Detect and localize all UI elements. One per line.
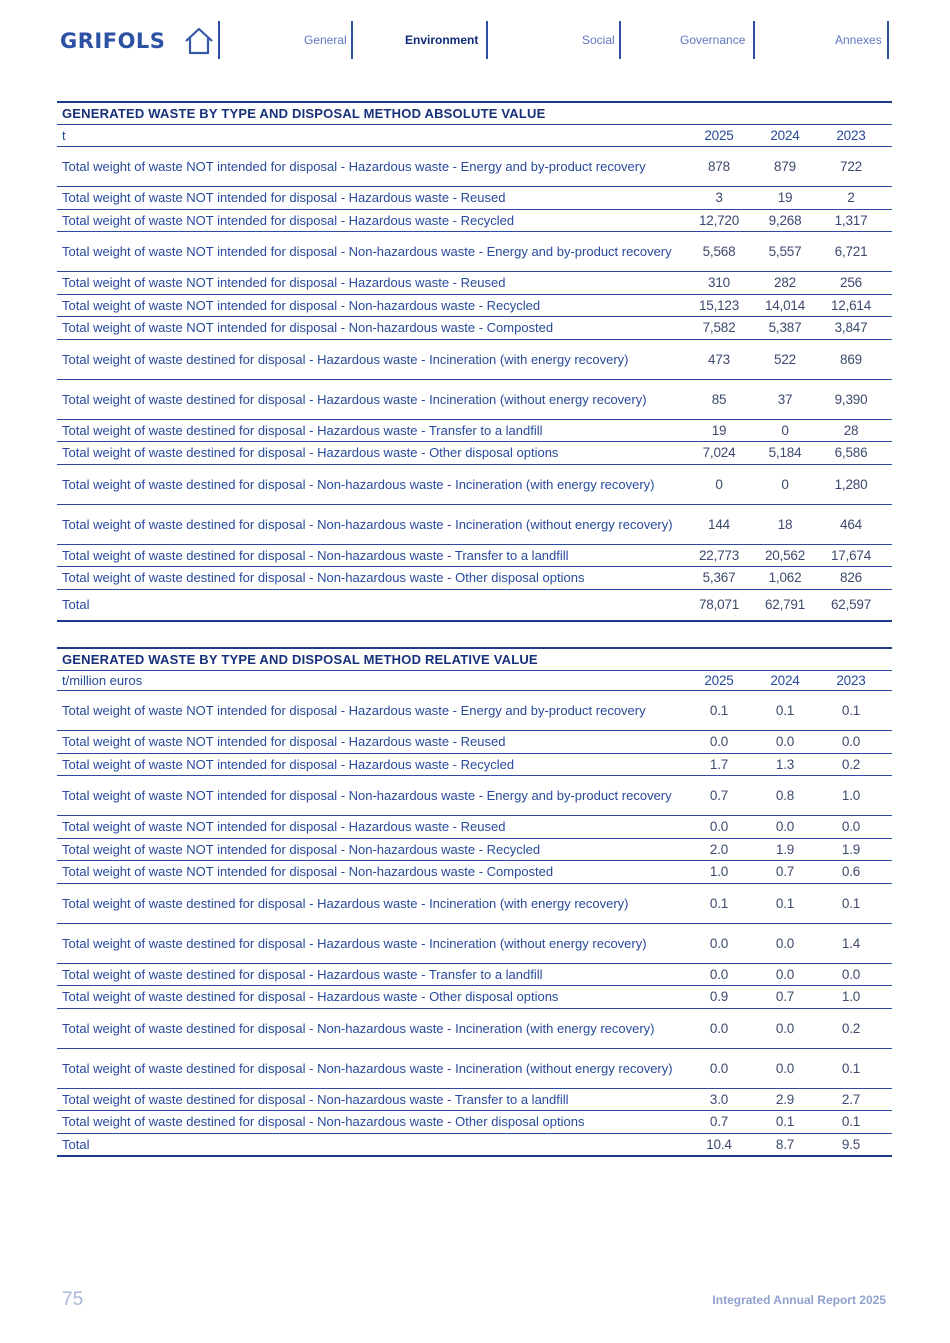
row-value: 0.1 (841, 1114, 861, 1130)
table-row (57, 838, 892, 861)
row-value: 7,024 (702, 445, 736, 461)
row-label: Total weight of waste destined for disposal - Hazardous waste - Incineration (with energy recovery) (62, 895, 629, 911)
row-label: Total weight of waste destined for disposal - Hazardous waste - Other disposal options (62, 989, 559, 1005)
row-value: 0.0 (775, 1060, 795, 1076)
row-value: 0.2 (841, 756, 861, 772)
nav-separator (619, 21, 621, 59)
report-title: Integrated Annual Report 2025 (712, 1293, 886, 1307)
table-row (57, 1088, 892, 1111)
row-value: 879 (774, 159, 796, 174)
row-label: Total weight of waste NOT intended for disposal - Non-hazardous waste - Recycled (62, 841, 541, 857)
row-value: 15,123 (698, 297, 740, 313)
table-row (57, 316, 892, 339)
table-header-row (57, 124, 892, 146)
year-header: 2023 (836, 128, 866, 143)
row-value: 0.7 (709, 1114, 729, 1130)
row-value: 473 (708, 351, 730, 367)
row-value: 0.7 (775, 989, 795, 1005)
row-value: 869 (840, 351, 862, 367)
nav-separator (887, 21, 889, 59)
row-value: 7,582 (702, 320, 736, 336)
total-row (57, 1133, 892, 1155)
total-label: Total (62, 1136, 90, 1152)
row-value: 5,367 (702, 570, 736, 586)
total-value: 78,071 (698, 597, 740, 612)
table-row (57, 419, 892, 442)
row-value: 0.0 (709, 935, 729, 951)
row-label: Total weight of waste NOT intended for disposal - Hazardous waste - Reused (62, 190, 506, 206)
row-value: 20,562 (764, 547, 806, 563)
nav-separator (486, 21, 488, 59)
row-value: 2 (847, 190, 855, 206)
table-row (57, 1110, 892, 1133)
row-value: 3.0 (709, 1091, 729, 1107)
table-row (57, 441, 892, 464)
table-row (57, 753, 892, 776)
table-row (57, 730, 892, 753)
row-value: 1.7 (709, 756, 729, 772)
row-value: 17,674 (830, 547, 872, 563)
row-value: 0.0 (775, 819, 795, 835)
nav-separator (753, 21, 755, 59)
row-label: Total weight of waste destined for disposal - Non-hazardous waste - Transfer to a landfill (62, 1091, 569, 1107)
row-value: 144 (708, 516, 730, 532)
row-value: 256 (840, 275, 862, 291)
row-value: 464 (840, 516, 862, 532)
row-value: 14,014 (764, 297, 806, 313)
table-row (57, 860, 892, 883)
table-row (57, 1048, 892, 1088)
row-value: 0.0 (841, 734, 861, 750)
row-label: Total weight of waste NOT intended for disposal - Hazardous waste - Reused (62, 734, 506, 750)
row-label: Total weight of waste NOT intended for disposal - Hazardous waste - Energy and by-product recovery (62, 703, 646, 718)
nav-tab-general[interactable]: General (304, 33, 347, 47)
row-value: 522 (774, 351, 796, 367)
row-value: 1.9 (841, 841, 861, 857)
row-value: 2.0 (709, 841, 729, 857)
grifols-logo[interactable]: GRIFOLS (60, 29, 166, 53)
nav-tab-governance[interactable]: Governance (680, 33, 746, 47)
nav-tab-social[interactable]: Social (582, 33, 615, 47)
table-title: GENERATED WASTE BY TYPE AND DISPOSAL METHOD ABSOLUTE VALUE (62, 106, 546, 121)
row-value: 9,268 (768, 212, 802, 228)
row-label: Total weight of waste NOT intended for disposal - Hazardous waste - Energy and by-product recovery (62, 159, 646, 174)
row-label: Total weight of waste destined for disposal - Hazardous waste - Other disposal options (62, 445, 559, 461)
row-value: 0.2 (841, 1020, 861, 1036)
row-value: 28 (843, 422, 859, 438)
row-value: 0.0 (841, 966, 861, 982)
row-value: 826 (840, 570, 862, 586)
table-title: GENERATED WASTE BY TYPE AND DISPOSAL METHOD RELATIVE VALUE (62, 652, 538, 667)
row-value: 19 (711, 422, 727, 438)
unit-label: t (62, 128, 66, 143)
relative-waste-table (57, 647, 892, 1157)
row-label: Total weight of waste NOT intended for disposal - Hazardous waste - Reused (62, 275, 506, 291)
row-value: 37 (777, 391, 793, 407)
total-value: 9.5 (841, 1136, 861, 1152)
year-header: 2023 (836, 673, 866, 688)
row-value: 722 (840, 159, 862, 174)
row-value: 282 (774, 275, 796, 291)
row-value: 0.1 (775, 1114, 795, 1130)
row-label: Total weight of waste NOT intended for disposal - Non-hazardous waste - Composted (62, 864, 554, 880)
total-value: 62,791 (764, 597, 806, 612)
row-value: 0 (781, 422, 789, 438)
row-label: Total weight of waste NOT intended for disposal - Non-hazardous waste - Composted (62, 320, 554, 336)
row-value: 12,614 (830, 297, 872, 313)
row-value: 0.0 (709, 1020, 729, 1036)
row-label: Total weight of waste NOT intended for disposal - Hazardous waste - Reused (62, 819, 506, 835)
row-value: 85 (711, 391, 727, 407)
nav-separator (351, 21, 353, 59)
row-value: 0.0 (709, 734, 729, 750)
row-label: Total weight of waste NOT intended for disposal - Hazardous waste - Recycled (62, 212, 515, 228)
row-label: Total weight of waste destined for disposal - Hazardous waste - Transfer to a landfill (62, 966, 543, 982)
table-row (57, 923, 892, 963)
row-label: Total weight of waste NOT intended for disposal - Hazardous waste - Recycled (62, 756, 515, 772)
total-value: 10.4 (706, 1136, 732, 1152)
year-header: 2025 (704, 128, 734, 143)
nav-separator (218, 21, 220, 59)
row-label: Total weight of waste destined for disposal - Non-hazardous waste - Transfer to a landfill (62, 547, 569, 563)
row-value: 1.4 (841, 935, 861, 951)
row-value: 19 (777, 190, 793, 206)
row-value: 0.1 (709, 703, 729, 718)
table-row (57, 186, 892, 209)
row-label: Total weight of waste NOT intended for disposal - Non-hazardous waste - Energy and by-product recovery (62, 244, 672, 259)
row-label: Total weight of waste destined for disposal - Hazardous waste - Incineration (without energy recovery) (62, 935, 647, 951)
row-value: 0.0 (709, 1060, 729, 1076)
table-row (57, 464, 892, 504)
row-value: 22,773 (698, 547, 740, 563)
table-row (57, 146, 892, 186)
row-label: Total weight of waste destined for disposal - Hazardous waste - Incineration (without energy recovery) (62, 391, 647, 407)
table-row (57, 504, 892, 544)
row-value: 3 (715, 190, 723, 206)
row-value: 1.0 (709, 864, 729, 880)
row-label: Total weight of waste destined for disposal - Non-hazardous waste - Other disposal options (62, 570, 585, 586)
table-row (57, 209, 892, 232)
row-value: 0.1 (841, 895, 861, 911)
row-value: 1.0 (841, 788, 861, 803)
row-value: 0.0 (775, 734, 795, 750)
total-label: Total (62, 597, 90, 612)
row-label: Total weight of waste destined for disposal - Hazardous waste - Transfer to a landfill (62, 422, 543, 438)
total-value: 8.7 (775, 1136, 795, 1152)
row-value: 2.9 (775, 1091, 795, 1107)
row-value: 12,720 (698, 212, 740, 228)
table-row (57, 339, 892, 379)
year-header: 2025 (704, 673, 734, 688)
row-value: 0.9 (709, 989, 729, 1005)
row-label: Total weight of waste NOT intended for disposal - Non-hazardous waste - Recycled (62, 297, 541, 313)
row-value: 5,184 (768, 445, 802, 461)
table-row (57, 775, 892, 815)
row-value: 1.0 (841, 989, 861, 1005)
table-row (57, 815, 892, 838)
row-value: 878 (708, 159, 730, 174)
row-value: 3,847 (834, 320, 868, 336)
unit-label: t/million euros (62, 673, 143, 688)
row-value: 1,317 (834, 212, 868, 228)
year-header: 2024 (770, 128, 800, 143)
row-value: 310 (708, 275, 730, 291)
row-label: Total weight of waste NOT intended for disposal - Non-hazardous waste - Energy and by-product recovery (62, 788, 672, 803)
row-value: 5,387 (768, 320, 802, 336)
row-value: 5,557 (768, 244, 802, 259)
table-row (57, 294, 892, 317)
table-row (57, 690, 892, 730)
row-value: 0.1 (709, 895, 729, 911)
home-icon[interactable] (183, 26, 215, 56)
row-value: 1,280 (834, 476, 868, 492)
row-value: 0.0 (841, 819, 861, 835)
table-row (57, 379, 892, 419)
row-value: 18 (777, 516, 793, 532)
table-row (57, 544, 892, 567)
row-value: 0.1 (841, 1060, 861, 1076)
nav-tab-annexes[interactable]: Annexes (835, 33, 882, 47)
row-value: 0.8 (775, 788, 795, 803)
row-label: Total weight of waste destined for disposal - Non-hazardous waste - Other disposal options (62, 1114, 585, 1130)
row-value: 0.0 (775, 935, 795, 951)
row-value: 0 (715, 476, 723, 492)
row-value: 0.0 (775, 1020, 795, 1036)
row-value: 9,390 (834, 391, 868, 407)
table-row (57, 231, 892, 271)
table-row (57, 1008, 892, 1048)
row-label: Total weight of waste destined for disposal - Non-hazardous waste - Incineration (without energy recovery) (62, 516, 673, 532)
total-row (57, 589, 892, 620)
row-value: 0.1 (841, 703, 861, 718)
table-header-row (57, 670, 892, 690)
row-value: 0.0 (775, 966, 795, 982)
row-value: 1.3 (775, 756, 795, 772)
row-value: 0.6 (841, 864, 861, 880)
row-value: 6,586 (834, 445, 868, 461)
total-value: 62,597 (830, 597, 872, 612)
row-label: Total weight of waste destined for disposal - Non-hazardous waste - Incineration (with energy recovery) (62, 1020, 655, 1036)
row-value: 2.7 (841, 1091, 861, 1107)
table-row (57, 963, 892, 986)
year-header: 2024 (770, 673, 800, 688)
table-row (57, 271, 892, 294)
row-label: Total weight of waste destined for disposal - Non-hazardous waste - Incineration (with energy recovery) (62, 476, 655, 492)
row-value: 0.7 (709, 788, 729, 803)
row-value: 5,568 (702, 244, 736, 259)
table-row (57, 883, 892, 923)
page-number: 75 (62, 1289, 84, 1310)
row-value: 0.0 (709, 966, 729, 982)
table-row (57, 985, 892, 1008)
row-value: 0 (781, 476, 789, 492)
row-value: 0.1 (775, 703, 795, 718)
row-value: 0.1 (775, 895, 795, 911)
absolute-waste-table (57, 101, 892, 622)
table-row (57, 566, 892, 589)
row-value: 1.9 (775, 841, 795, 857)
row-label: Total weight of waste destined for disposal - Hazardous waste - Incineration (with energy recovery) (62, 351, 629, 367)
row-value: 0.7 (775, 864, 795, 880)
row-value: 0.0 (709, 819, 729, 835)
row-value: 6,721 (834, 244, 868, 259)
row-label: Total weight of waste destined for disposal - Non-hazardous waste - Incineration (without energy recovery) (62, 1060, 673, 1076)
nav-tab-environment[interactable]: Environment (405, 33, 479, 47)
row-value: 1,062 (768, 570, 802, 586)
